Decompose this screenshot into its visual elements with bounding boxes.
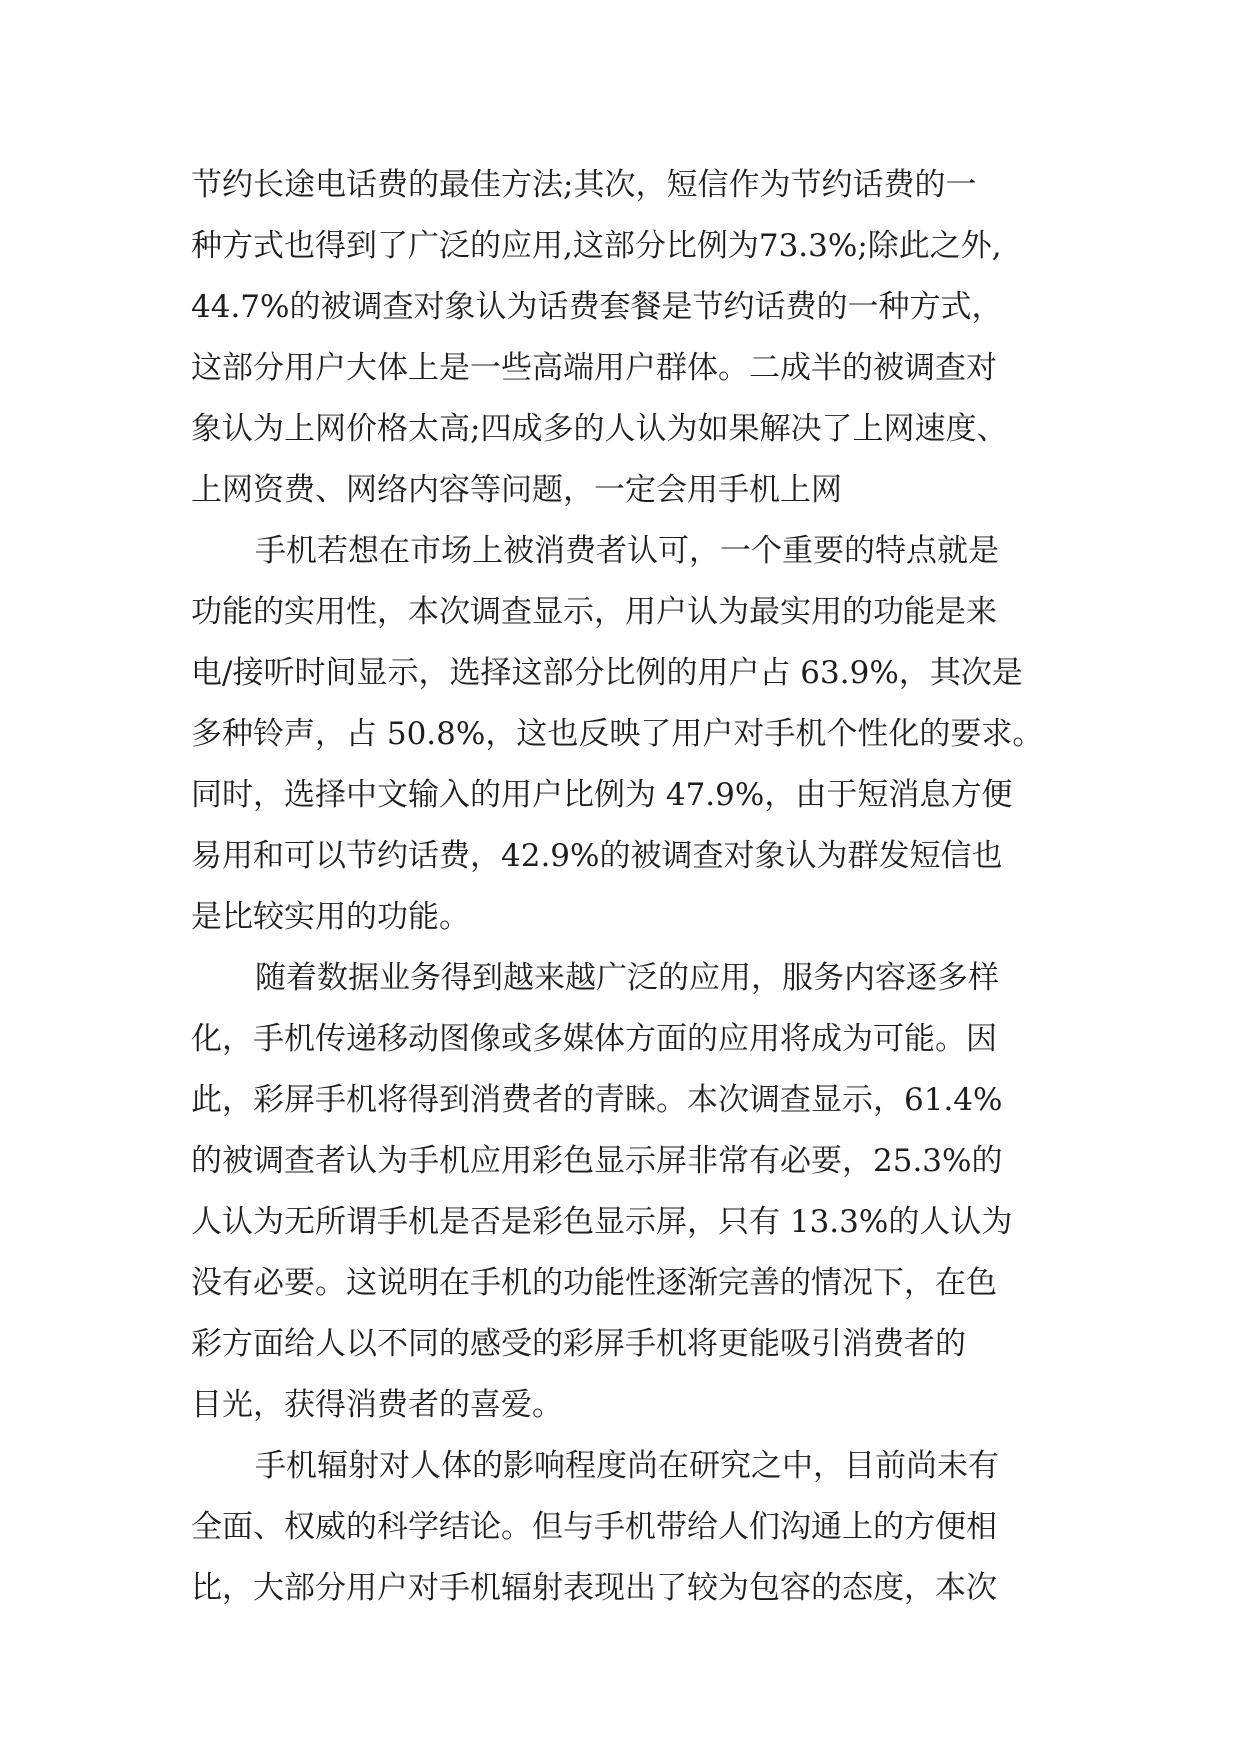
text-line: 电/接听时间显示，选择这部分比例的用户占 63.9%，其次是 bbox=[191, 655, 1023, 691]
text-line: 的被调查者认为手机应用彩色显示屏非常有必要，25.3%的 bbox=[191, 1143, 1003, 1179]
text-line: 这部分用户大体上是一些高端用户群体。二成半的被调查对 bbox=[191, 350, 997, 386]
paragraph-first-line: 随着数据业务得到越来越广泛的应用，服务内容逐多样 bbox=[255, 960, 999, 996]
text-line: 比，大部分用户对手机辐射表现出了较为包容的态度，本次 bbox=[191, 1570, 997, 1606]
text-line: 易用和可以节约话费，42.9%的被调查对象认为群发短信也 bbox=[191, 838, 1003, 874]
text-line: 人认为无所谓手机是否是彩色显示屏，只有 13.3%的人认为 bbox=[191, 1204, 1013, 1240]
paragraph-first-line: 手机辐射对人体的影响程度尚在研究之中，目前尚未有 bbox=[255, 1448, 999, 1484]
text-line: 44.7%的被调查对象认为话费套餐是节约话费的一种方式， bbox=[191, 289, 1003, 325]
text-line: 目光，获得消费者的喜爱。 bbox=[191, 1387, 563, 1423]
text-line: 同时，选择中文输入的用户比例为 47.9%，由于短消息方便 bbox=[191, 777, 1013, 813]
text-line: 象认为上网价格太高;四成多的人认为如果解决了上网速度、 bbox=[191, 411, 1008, 447]
text-line: 化，手机传递移动图像或多媒体方面的应用将成为可能。因 bbox=[191, 1021, 997, 1057]
text-line: 多种铃声，占 50.8%，这也反映了用户对手机个性化的要求。 bbox=[191, 716, 1044, 752]
text-line: 功能的实用性，本次调查显示，用户认为最实用的功能是来 bbox=[191, 594, 997, 630]
paragraph-first-line: 手机若想在市场上被消费者认可，一个重要的特点就是 bbox=[255, 533, 999, 569]
text-line: 节约长途电话费的最佳方法;其次，短信作为节约话费的一 bbox=[191, 167, 977, 203]
text-line: 全面、权威的科学结论。但与手机带给人们沟通上的方便相 bbox=[191, 1509, 997, 1545]
text-line: 彩方面给人以不同的感受的彩屏手机将更能吸引消费者的 bbox=[191, 1326, 966, 1362]
text-line: 是比较实用的功能。 bbox=[191, 899, 470, 935]
body-text bbox=[191, 155, 1071, 1619]
text-line: 没有必要。这说明在手机的功能性逐渐完善的情况下，在色 bbox=[191, 1265, 997, 1301]
text-line: 上网资费、网络内容等问题，一定会用手机上网 bbox=[191, 472, 842, 508]
text-line: 此，彩屏手机将得到消费者的青睐。本次调查显示，61.4% bbox=[191, 1082, 1003, 1118]
text-line: 种方式也得到了广泛的应用,这部分比例为73.3%;除此之外, bbox=[191, 228, 1002, 264]
